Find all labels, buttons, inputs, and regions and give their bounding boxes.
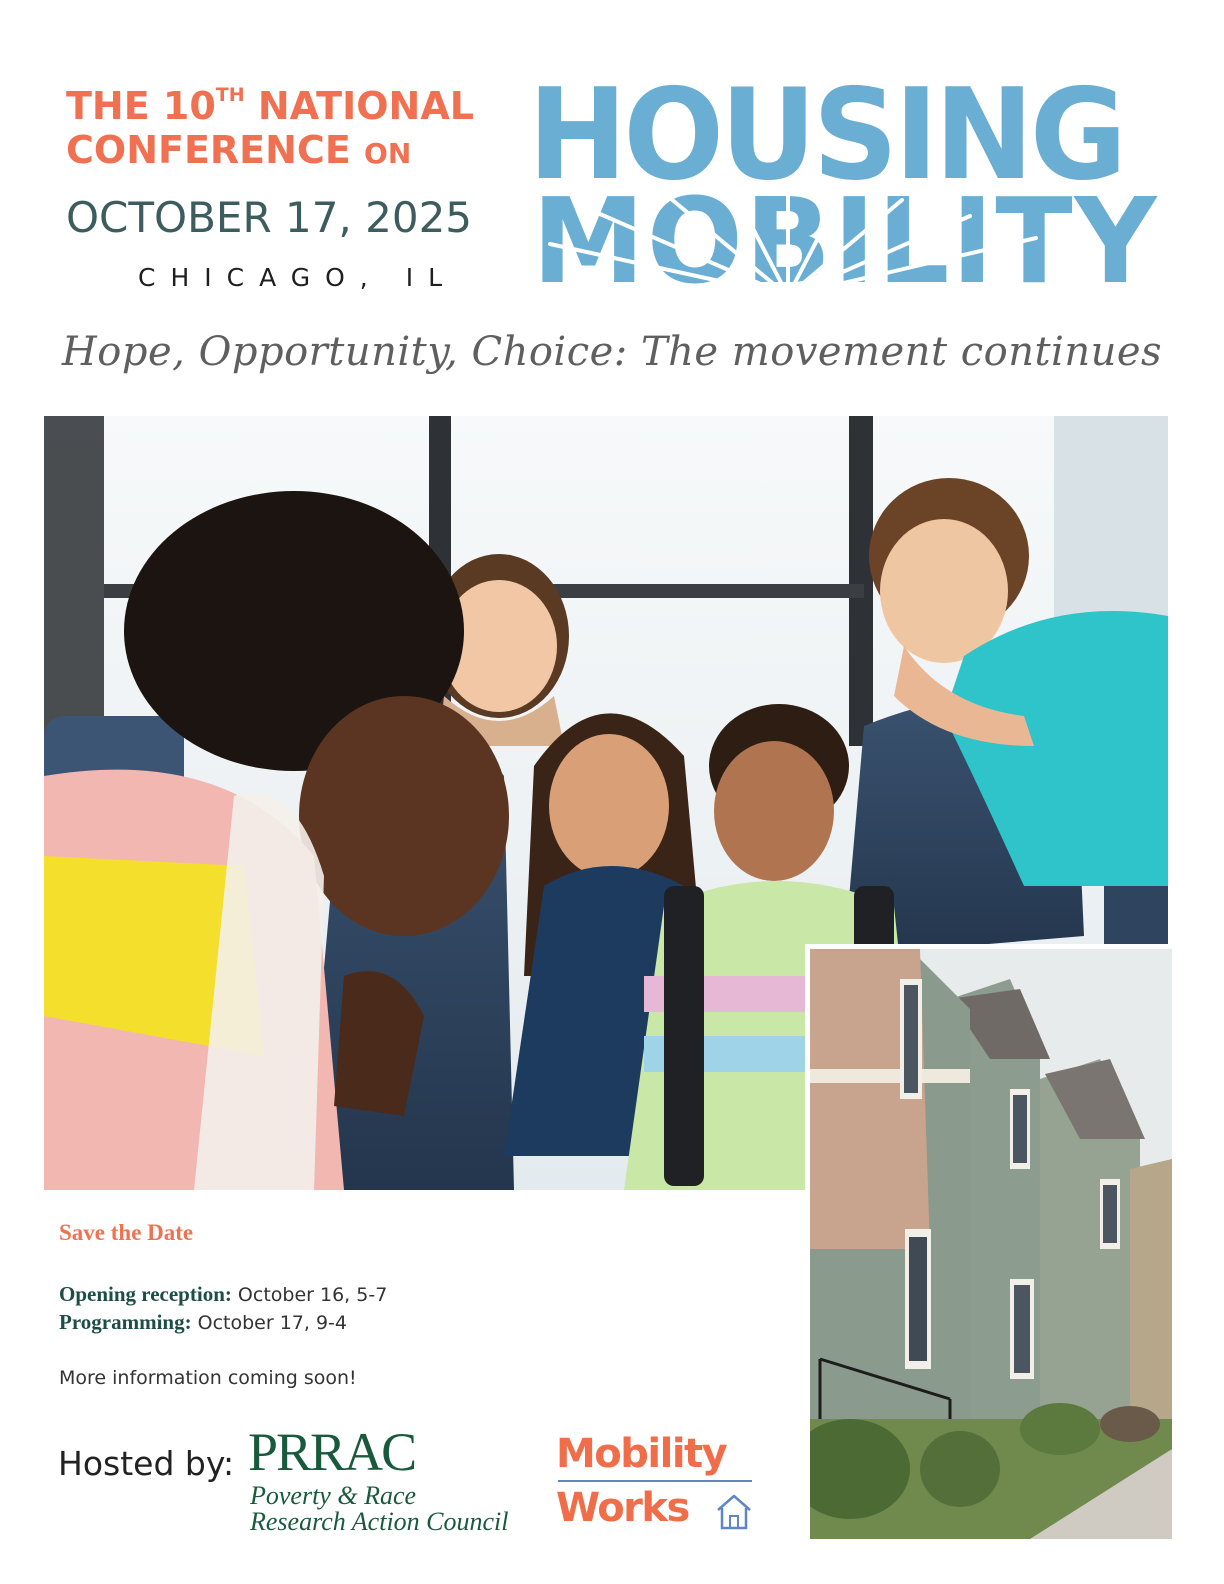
event-city: CHICAGO, IL	[138, 263, 457, 292]
conference-on-word: ON	[364, 137, 412, 170]
mobility-works-line2: Works	[556, 1485, 689, 1531]
more-info-text: More information coming soon!	[59, 1367, 357, 1389]
prrac-logo-line2: Research Action Council	[250, 1507, 509, 1536]
title-mobility: MOBILITY	[532, 172, 1159, 310]
opening-reception-label: Opening reception:	[59, 1282, 232, 1306]
conference-on-line	[66, 128, 411, 176]
house-icon	[714, 1492, 754, 1532]
programming-label: Programming:	[59, 1310, 192, 1334]
conference-number-sup: TH	[215, 84, 245, 106]
event-date: OCTOBER 17, 2025	[66, 193, 473, 242]
conference-number-post: NATIONAL	[244, 84, 474, 128]
mobility-works-line1: Mobility	[556, 1431, 727, 1477]
prrac-logo	[248, 1424, 538, 1540]
townhouse-photo-illustration	[810, 949, 1172, 1539]
opening-reception-line	[59, 1280, 387, 1309]
conference-number-line	[66, 84, 474, 128]
save-the-date-heading: Save the Date	[59, 1220, 194, 1245]
conference-word: CONFERENCE	[66, 128, 365, 172]
mobility-works-divider	[558, 1480, 752, 1482]
programming-line	[59, 1308, 347, 1337]
tagline: Hope, Opportunity, Choice: The movement continues	[61, 329, 1163, 375]
photo-townhouses	[805, 944, 1172, 1539]
hosted-by-label: Hosted by:	[58, 1444, 235, 1483]
programming-value: October 17, 9-4	[191, 1312, 347, 1334]
title-sunburst-decoration	[530, 180, 1130, 298]
mobility-works-logo	[556, 1428, 766, 1538]
opening-reception-value: October 16, 5-7	[231, 1284, 388, 1306]
title-housing: HOUSING	[528, 61, 1124, 208]
prrac-logo-line1: Poverty & Race	[250, 1481, 417, 1510]
conference-number-pre: THE 10	[66, 84, 216, 128]
prrac-logo-name: PRRAC	[248, 1422, 416, 1482]
